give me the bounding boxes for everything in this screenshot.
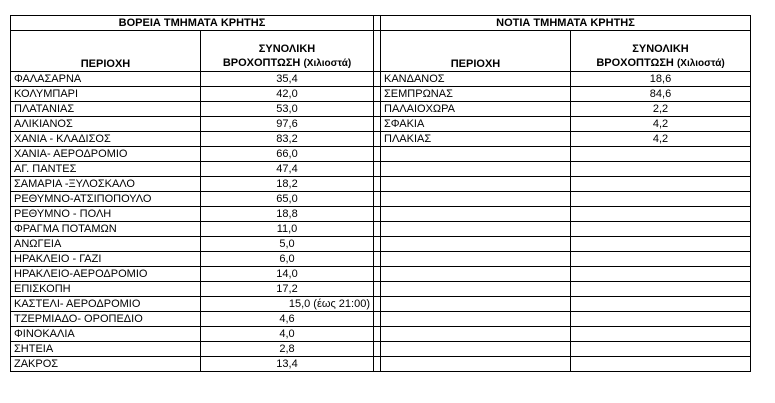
north-value-cell: 4,0 (201, 327, 374, 342)
table-row (11, 87, 751, 102)
south-value-cell: 2,2 (571, 102, 751, 117)
table-row (11, 252, 751, 267)
south-region-cell (381, 222, 571, 237)
rainfall-table (10, 15, 751, 372)
south-region-cell (381, 357, 571, 372)
south-value-cell (571, 237, 751, 252)
north-value-cell: 15,0 (έως 21:00) (201, 297, 374, 312)
rainfall-table-body (11, 16, 751, 372)
north-value-cell: 83,2 (201, 132, 374, 147)
south-value-cell (571, 327, 751, 342)
south-region-cell (381, 237, 571, 252)
south-value-cell: 84,6 (571, 87, 751, 102)
south-region-cell: ΠΛΑΚΙΑΣ (381, 132, 571, 147)
table-row (11, 162, 751, 177)
table-row (11, 327, 751, 342)
south-region-cell (381, 252, 571, 267)
north-value-cell: 2,8 (201, 342, 374, 357)
south-region-cell (381, 162, 571, 177)
north-region-cell: ΦΙΝΟΚΑΛΙΑ (11, 327, 201, 342)
north-region-cell: ΗΡΑΚΛΕΙΟ-ΑΕΡΟΔΡΟΜΙΟ (11, 267, 201, 282)
south-value-cell: 4,2 (571, 117, 751, 132)
table-row (11, 357, 751, 372)
south-region-cell (381, 177, 571, 192)
south-value-cell: 18,6 (571, 72, 751, 87)
south-region-cell (381, 297, 571, 312)
south-value-cell (571, 282, 751, 297)
table-row (11, 267, 751, 282)
north-unit-label: (Χιλιοστά) (303, 58, 352, 69)
south-value-cell (571, 192, 751, 207)
north-value-cell: 11,0 (201, 222, 374, 237)
table-row (11, 297, 751, 312)
north-region-cell: ΑΓ. ΠΑΝΤΕΣ (11, 162, 201, 177)
north-value-cell: 14,0 (201, 267, 374, 282)
south-region-cell (381, 342, 571, 357)
table-row (11, 147, 751, 162)
north-value-cell: 18,8 (201, 207, 374, 222)
north-region-cell: ΣΗΤΕΙΑ (11, 342, 201, 357)
south-value-cell (571, 147, 751, 162)
table-row (11, 342, 751, 357)
south-region-header: ΠΕΡΙΟΧΗ (381, 31, 571, 72)
table-row (11, 222, 751, 237)
south-total-header-label: ΒΡΟΧΟΠΤΩΣΗ (596, 57, 674, 69)
south-value-cell (571, 342, 751, 357)
north-region-cell: ΡΕΘΥΜΝΟ - ΠΟΛΗ (11, 207, 201, 222)
north-region-cell: ΚΟΛΥΜΠΑΡΙ (11, 87, 201, 102)
north-value-cell: 18,2 (201, 177, 374, 192)
south-region-cell (381, 282, 571, 297)
south-region-cell: ΠΑΛΑΙΟΧΩΡΑ (381, 102, 571, 117)
north-region-cell: ΡΕΘΥΜΝΟ-ΑΤΣΙΠΟΠΟΥΛΟ (11, 192, 201, 207)
south-total-header (571, 31, 751, 72)
north-region-cell: ΤΖΕΡΜΙΑΔΟ- ΟΡΟΠΕΔΙΟ (11, 312, 201, 327)
south-value-cell (571, 177, 751, 192)
south-value-cell (571, 267, 751, 282)
north-value-cell: 5,0 (201, 237, 374, 252)
north-value-cell: 47,4 (201, 162, 374, 177)
north-value-cell: 6,0 (201, 252, 374, 267)
table-row (11, 117, 751, 132)
south-section-title: ΝΟΤΙΑ ΤΜΗΜΑΤΑ ΚΡΗΤΗΣ (381, 16, 751, 31)
north-value-cell: 35,4 (201, 72, 374, 87)
north-region-cell: ΣΑΜΑΡΙΑ -ΞΥΛΟΣΚΑΛΟ (11, 177, 201, 192)
south-value-cell (571, 297, 751, 312)
north-total-header-line1: ΣΥΝΟΛΙΚΗ (258, 43, 316, 55)
south-region-cell (381, 312, 571, 327)
north-region-cell: ΖΑΚΡΟΣ (11, 357, 201, 372)
table-row (11, 72, 751, 87)
north-region-cell: ΠΛΑΤΑΝΙΑΣ (11, 102, 201, 117)
north-value-cell: 13,4 (201, 357, 374, 372)
north-region-cell: ΕΠΙΣΚΟΠΗ (11, 282, 201, 297)
north-total-header (201, 31, 374, 72)
north-value-cell: 97,6 (201, 117, 374, 132)
south-region-cell (381, 267, 571, 282)
table-row (11, 237, 751, 252)
north-region-cell: ΚΑΣΤΕΛΙ- ΑΕΡΟΔΡΟΜΙΟ (11, 297, 201, 312)
south-region-cell: ΣΦΑΚΙΑ (381, 117, 571, 132)
north-region-header: ΠΕΡΙΟΧΗ (11, 31, 201, 72)
south-value-cell (571, 312, 751, 327)
section-header-row (11, 16, 751, 31)
south-value-cell (571, 357, 751, 372)
south-region-cell (381, 327, 571, 342)
south-unit-label: (Χιλιοστά) (676, 58, 725, 69)
north-region-cell: ΗΡΑΚΛΕΙΟ - ΓΑΖΙ (11, 252, 201, 267)
table-row (11, 282, 751, 297)
table-row (11, 177, 751, 192)
south-value-cell: 4,2 (571, 132, 751, 147)
south-total-header-line2 (574, 56, 747, 71)
north-region-cell: ΑΛΙΚΙΑΝΟΣ (11, 117, 201, 132)
north-region-cell: ΦΡΑΓΜΑ ΠΟΤΑΜΩΝ (11, 222, 201, 237)
north-region-cell: ΧΑΝΙΑ- ΑΕΡΟΔΡΟΜΙΟ (11, 147, 201, 162)
north-region-cell: ΦΑΛΑΣΑΡΝΑ (11, 72, 201, 87)
table-row (11, 102, 751, 117)
table-row (11, 312, 751, 327)
table-row (11, 192, 751, 207)
south-region-cell: ΚΑΝΔΑΝΟΣ (381, 72, 571, 87)
column-header-row (11, 31, 751, 72)
north-region-cell: ΑΝΩΓΕΙΑ (11, 237, 201, 252)
north-total-header-label: ΒΡΟΧΟΠΤΩΣΗ (222, 57, 301, 69)
south-value-cell (571, 207, 751, 222)
south-value-cell (571, 252, 751, 267)
south-region-cell: ΣΕΜΠΡΩΝΑΣ (381, 87, 571, 102)
south-value-cell (571, 162, 751, 177)
north-value-cell: 66,0 (201, 147, 374, 162)
south-region-cell (381, 147, 571, 162)
north-value-cell: 53,0 (201, 102, 374, 117)
north-total-header-line2 (204, 56, 370, 71)
north-value-cell: 17,2 (201, 282, 374, 297)
north-value-cell: 4,6 (201, 312, 374, 327)
north-section-title: ΒΟΡΕΙΑ ΤΜΗΜΑΤΑ ΚΡΗΤΗΣ (11, 16, 374, 31)
south-region-cell (381, 192, 571, 207)
north-region-cell: ΧΑΝΙΑ - ΚΛΑΔΙΣΟΣ (11, 132, 201, 147)
table-row (11, 132, 751, 147)
north-value-cell: 42,0 (201, 87, 374, 102)
table-row (11, 207, 751, 222)
south-total-header-line1: ΣΥΝΟΛΙΚΗ (632, 43, 689, 55)
south-region-cell (381, 207, 571, 222)
south-value-cell (571, 222, 751, 237)
north-value-cell: 65,0 (201, 192, 374, 207)
